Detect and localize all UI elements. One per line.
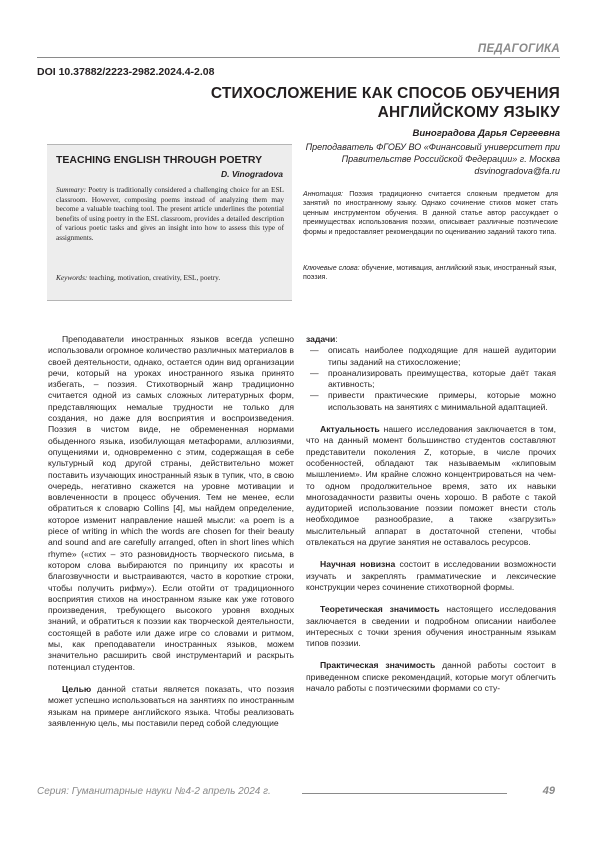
author-email[interactable]: dsvinogradova@fa.ru	[474, 166, 560, 177]
body-column-left	[48, 334, 294, 729]
english-author: D. Vinogradova	[220, 169, 283, 179]
theory-label: Теоретическая значимость	[320, 604, 440, 615]
ru-keywords-text: обучение, мотивация, английский язык, иностранный язык, поэзия.	[303, 264, 557, 282]
novelty-paragraph: Научная новизна состоит в исследовании возможности изучать и закреплять грамматические и лексические конструкции через сочинение стихотворной формы.	[306, 559, 556, 592]
author-affiliation	[260, 141, 560, 178]
theory-paragraph: Теоретическая значимость настоящего исследования заключается в сведении и подробном описании наиболее интересных с точки зрения обучения иностранным языкам типов поэзии.	[306, 604, 556, 649]
relevance-label: Актуальность	[320, 424, 380, 435]
list-item: — привести практические примеры, которые можно использовать на занятиях с минимальной адаптацией.	[306, 390, 556, 413]
tasks-intro: задачи:	[306, 334, 338, 344]
page-number: 49	[542, 785, 555, 797]
practice-label: Практическая значимость	[320, 660, 436, 671]
header-rule	[37, 57, 560, 58]
practice-paragraph: Практическая значимость данной работы состоит в приведенном списке рекомендаций, которые могут облегчить начало работы с поэтическими формами со сту-	[306, 660, 557, 694]
keywords-label: Keywords:	[56, 273, 88, 282]
tasks-label: задачи	[306, 334, 336, 344]
doi[interactable]: DOI 10.37882/2223-2982.2024.4-2.08	[37, 66, 215, 78]
novelty-label: Научная новизна	[320, 559, 396, 570]
russian-keywords	[303, 264, 558, 283]
footer-rule	[302, 793, 507, 794]
english-abstract-box	[47, 144, 292, 301]
summary-label: Summary:	[56, 185, 86, 194]
summary-text: Poetry is traditionally considered a challenging choice for an ESL classroom. However, composing poems instead of analyzing them may become a valuable teaching tool. The present article underlines the potential benefits of using poetry in the ESL classroom, provides a detailed description of various poetic tasks and gives an insight into how to assess this type of assignments.	[56, 185, 285, 242]
annotation-label: Аннотация:	[303, 190, 344, 198]
article-title: СТИХОСЛОЖЕНИЕ КАК СПОСОБ ОБУЧЕНИЯ АНГЛИЙСКОМУ ЯЗЫКУ	[210, 85, 560, 121]
author-name: Виноградова Дарья Сергеевна	[412, 128, 560, 139]
goal-text: данной статьи является показать, что поэзия может успешно использоваться на занятиях по иностранным языкам на примере английского языка. Чтобы реализовать заявленную цель, мы поставили перед собой следующие	[48, 683, 295, 728]
list-item: — проанализировать преимущества, которые даёт такая активность;	[306, 368, 556, 391]
intro-paragraph: Преподаватели иностранных языков всегда успешно использовали огромное количество различных материалов в своей деятельности, однако, остается один вид организации речи, который на уроках иностранного языка принято избегать, – поэзия. Стихотворный жанр традиционно считается одной из самых сложных литературных форм, представляющих немалые трудности не только для создания, но даже для восприятия и воспроизведения. Поэзия в чистом виде, не обремененная нормами обыденного языка, изобилующая метафорами, аллюзиями, опущениями и, одновременно с этим, содержащая в себе культурный код другой страны, действительно может поставить изучающих иностранный язык в тупик, что, в свою очередь, негативно скажется на уровне мотивации и вовлеченности в процесс обучения. Тем не менее, если обратиться к словарю Collins [4], мы найдем определение, которое изменит направление нашей мысли: «a poem is a piece of writing in which the words are chosen for their beauty and sound and are carefully arranged, often in short lines which rhyme» («стих – это разновидность творческого письма, в котором слова выбираются по принципу их красоты и благозвучности и выстраиваются, часто в короткие строки, чтобы получить рифму»). Если отойти от традиционного восприятия стихов на иностранном языке как уже готового произведения, требующего высокого уровня входных знаний, и обратиться к поэзии как творческой деятельности, состоящей в работе или даже игре со словами и ритмом, мы, как преподаватели иностранных языков, можем значительно расширить свой инструментарий и раскрыть потенциал студентов.	[48, 334, 294, 672]
keywords-text: teaching, motivation, creativity, ESL, poetry.	[89, 273, 221, 282]
body-column-right	[306, 334, 556, 694]
relevance-paragraph: Актуальность нашего исследования заключается в том, что на данный момент большинство студентов составляют представители поколения Z, которые, в числе прочих особенностей, обладают так называемым «клиповым мышлением». Им крайне сложно концентрироваться на чем-то одном продолжительное время, зато их навыки многозадачности развиты очень хорошо. В работе с такой аудиторией использование поэзии поможет внести столь необходимое разнообразие, а также «загрузить» мыслительный аппарат в достаточной степени, чтобы отвлекаться на другие занятия не оставалось ресурсов.	[306, 424, 556, 548]
goal-label: Целью	[62, 683, 92, 694]
journal-section-label: ПЕДАГОГИКА	[477, 43, 560, 55]
annotation-text: Поэзия традиционно считается сложным предметом для занятий по иностранному языку. Однако сочинение стихов может стать ценным инструментом обучения. В данной статье автор рассуждает о преимуществах использования поэзии, описывает различные поэтические формы и предоставляет рекомендации по оцениванию заданий такого типа.	[303, 190, 558, 236]
footer-series: Серия: Гуманитарные науки №4-2 апрель 2024 г.	[37, 786, 271, 797]
list-item: — описать наиболее подходящие для нашей аудитории типы заданий на стихосложение;	[306, 345, 556, 368]
author-position: Преподаватель ФГОБУ ВО «Финансовый университет при Правительстве Российской Федерации» г. Москва	[305, 142, 560, 165]
ru-keywords-label: Ключевые слова:	[303, 264, 360, 272]
russian-annotation	[303, 190, 558, 237]
english-title: TEACHING ENGLISH THROUGH POETRY	[56, 154, 263, 166]
english-summary	[56, 185, 284, 243]
tasks-list	[306, 345, 556, 413]
goal-paragraph	[48, 684, 294, 729]
english-keywords	[56, 273, 284, 283]
